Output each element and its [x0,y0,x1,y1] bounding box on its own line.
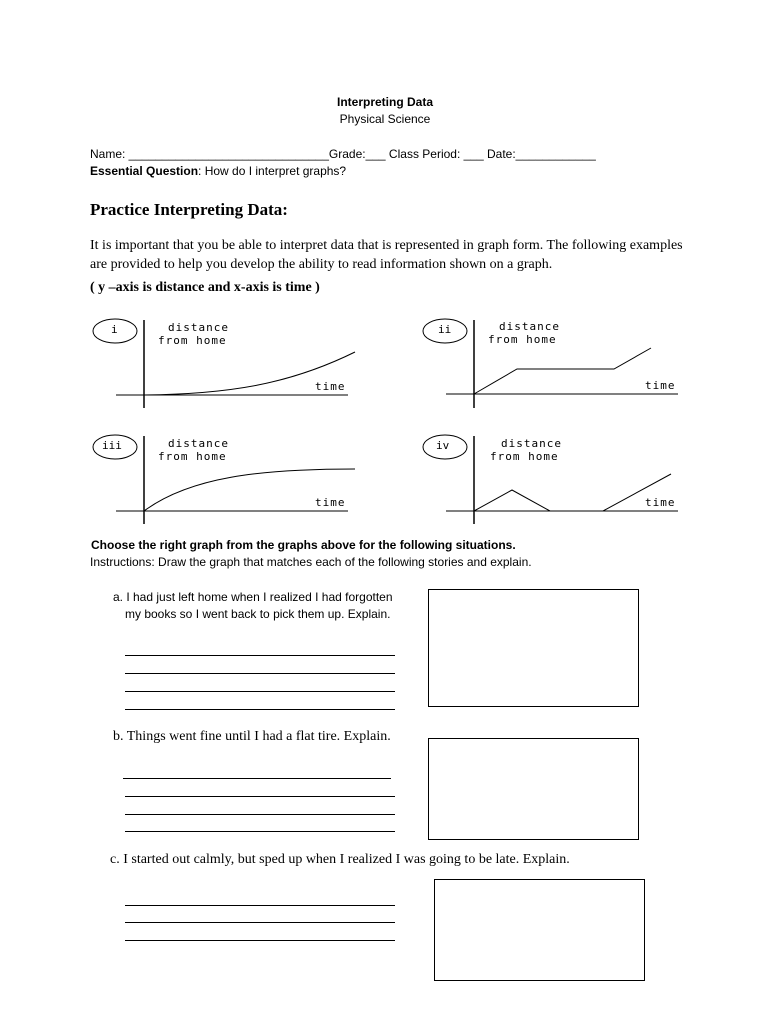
story-a-line1: a. I had just left home when I realized I had forgotten [113,590,393,604]
graph-badge: ii [438,323,452,336]
graph-ylabel: from home [158,334,227,347]
answer-blank[interactable] [123,778,391,779]
essential-question [90,164,346,178]
essential-question-label: Essential Question [90,164,199,178]
practice-heading: Practice Interpreting Data: [90,200,288,219]
graph-i [90,314,360,414]
answer-blank[interactable] [125,922,395,923]
story-a-line2: my books so I went back to pick them up. Explain. [125,607,391,621]
graph-iv [420,432,690,532]
answer-blank[interactable] [125,940,395,941]
distance-time-curve [474,474,671,511]
graph-xlabel: time [315,380,346,393]
graph-answer-box-b[interactable] [428,738,639,840]
story-c-line1: c. I started out calmly, but sped up when I realized I was going to be late. Explain. [110,852,570,867]
graph-xlabel: time [315,496,346,509]
graph-ylabel: distance [168,437,229,450]
graph-ylabel: distance [499,320,560,333]
section-heading: Choose the right graph from the graphs above for the following situations. [91,538,516,552]
graph-ylabel: from home [490,450,559,463]
graph-answer-box-c[interactable] [434,879,645,981]
page-subtitle: Physical Science [339,112,431,126]
graph-badge: iv [436,439,450,452]
graph-ylabel: from home [488,333,557,346]
graph-answer-box-a[interactable] [428,589,639,707]
student-info-line: Name: ______________________________Grade:___ Class Period: ___ Date:____________ [90,147,596,161]
graph-badge: i [111,323,118,336]
answer-blank[interactable] [125,796,395,797]
answer-blank[interactable] [125,905,395,906]
page-title: Interpreting Data [336,95,433,109]
essential-question-text: : How do I interpret graphs? [198,164,347,178]
graph-iii [90,432,360,532]
story-b-line1: b. Things went fine until I had a flat tire. Explain. [113,729,391,744]
graph-badge: iii [102,439,122,452]
graph-ii [420,314,690,414]
answer-blank[interactable] [125,691,395,692]
answer-blank[interactable] [125,673,395,674]
graph-xlabel: time [645,379,676,392]
graph-ylabel: distance [501,437,562,450]
answer-blank[interactable] [125,655,395,656]
distance-time-curve [474,348,651,394]
answer-blank[interactable] [125,709,395,710]
graph-xlabel: time [645,496,676,509]
intro-paragraph: It is important that you be able to interpret data that is represented in graph form. The following examples are provided to help you develop the ability to read information shown on a graph. [90,238,683,272]
graph-ylabel: from home [158,450,227,463]
graph-ylabel: distance [168,321,229,334]
instructions-text: Instructions: Draw the graph that matches each of the following stories and explain. [90,555,532,569]
answer-blank[interactable] [125,814,395,815]
axis-note: ( y –axis is distance and x-axis is time ) [90,280,320,295]
answer-blank[interactable] [125,831,395,832]
